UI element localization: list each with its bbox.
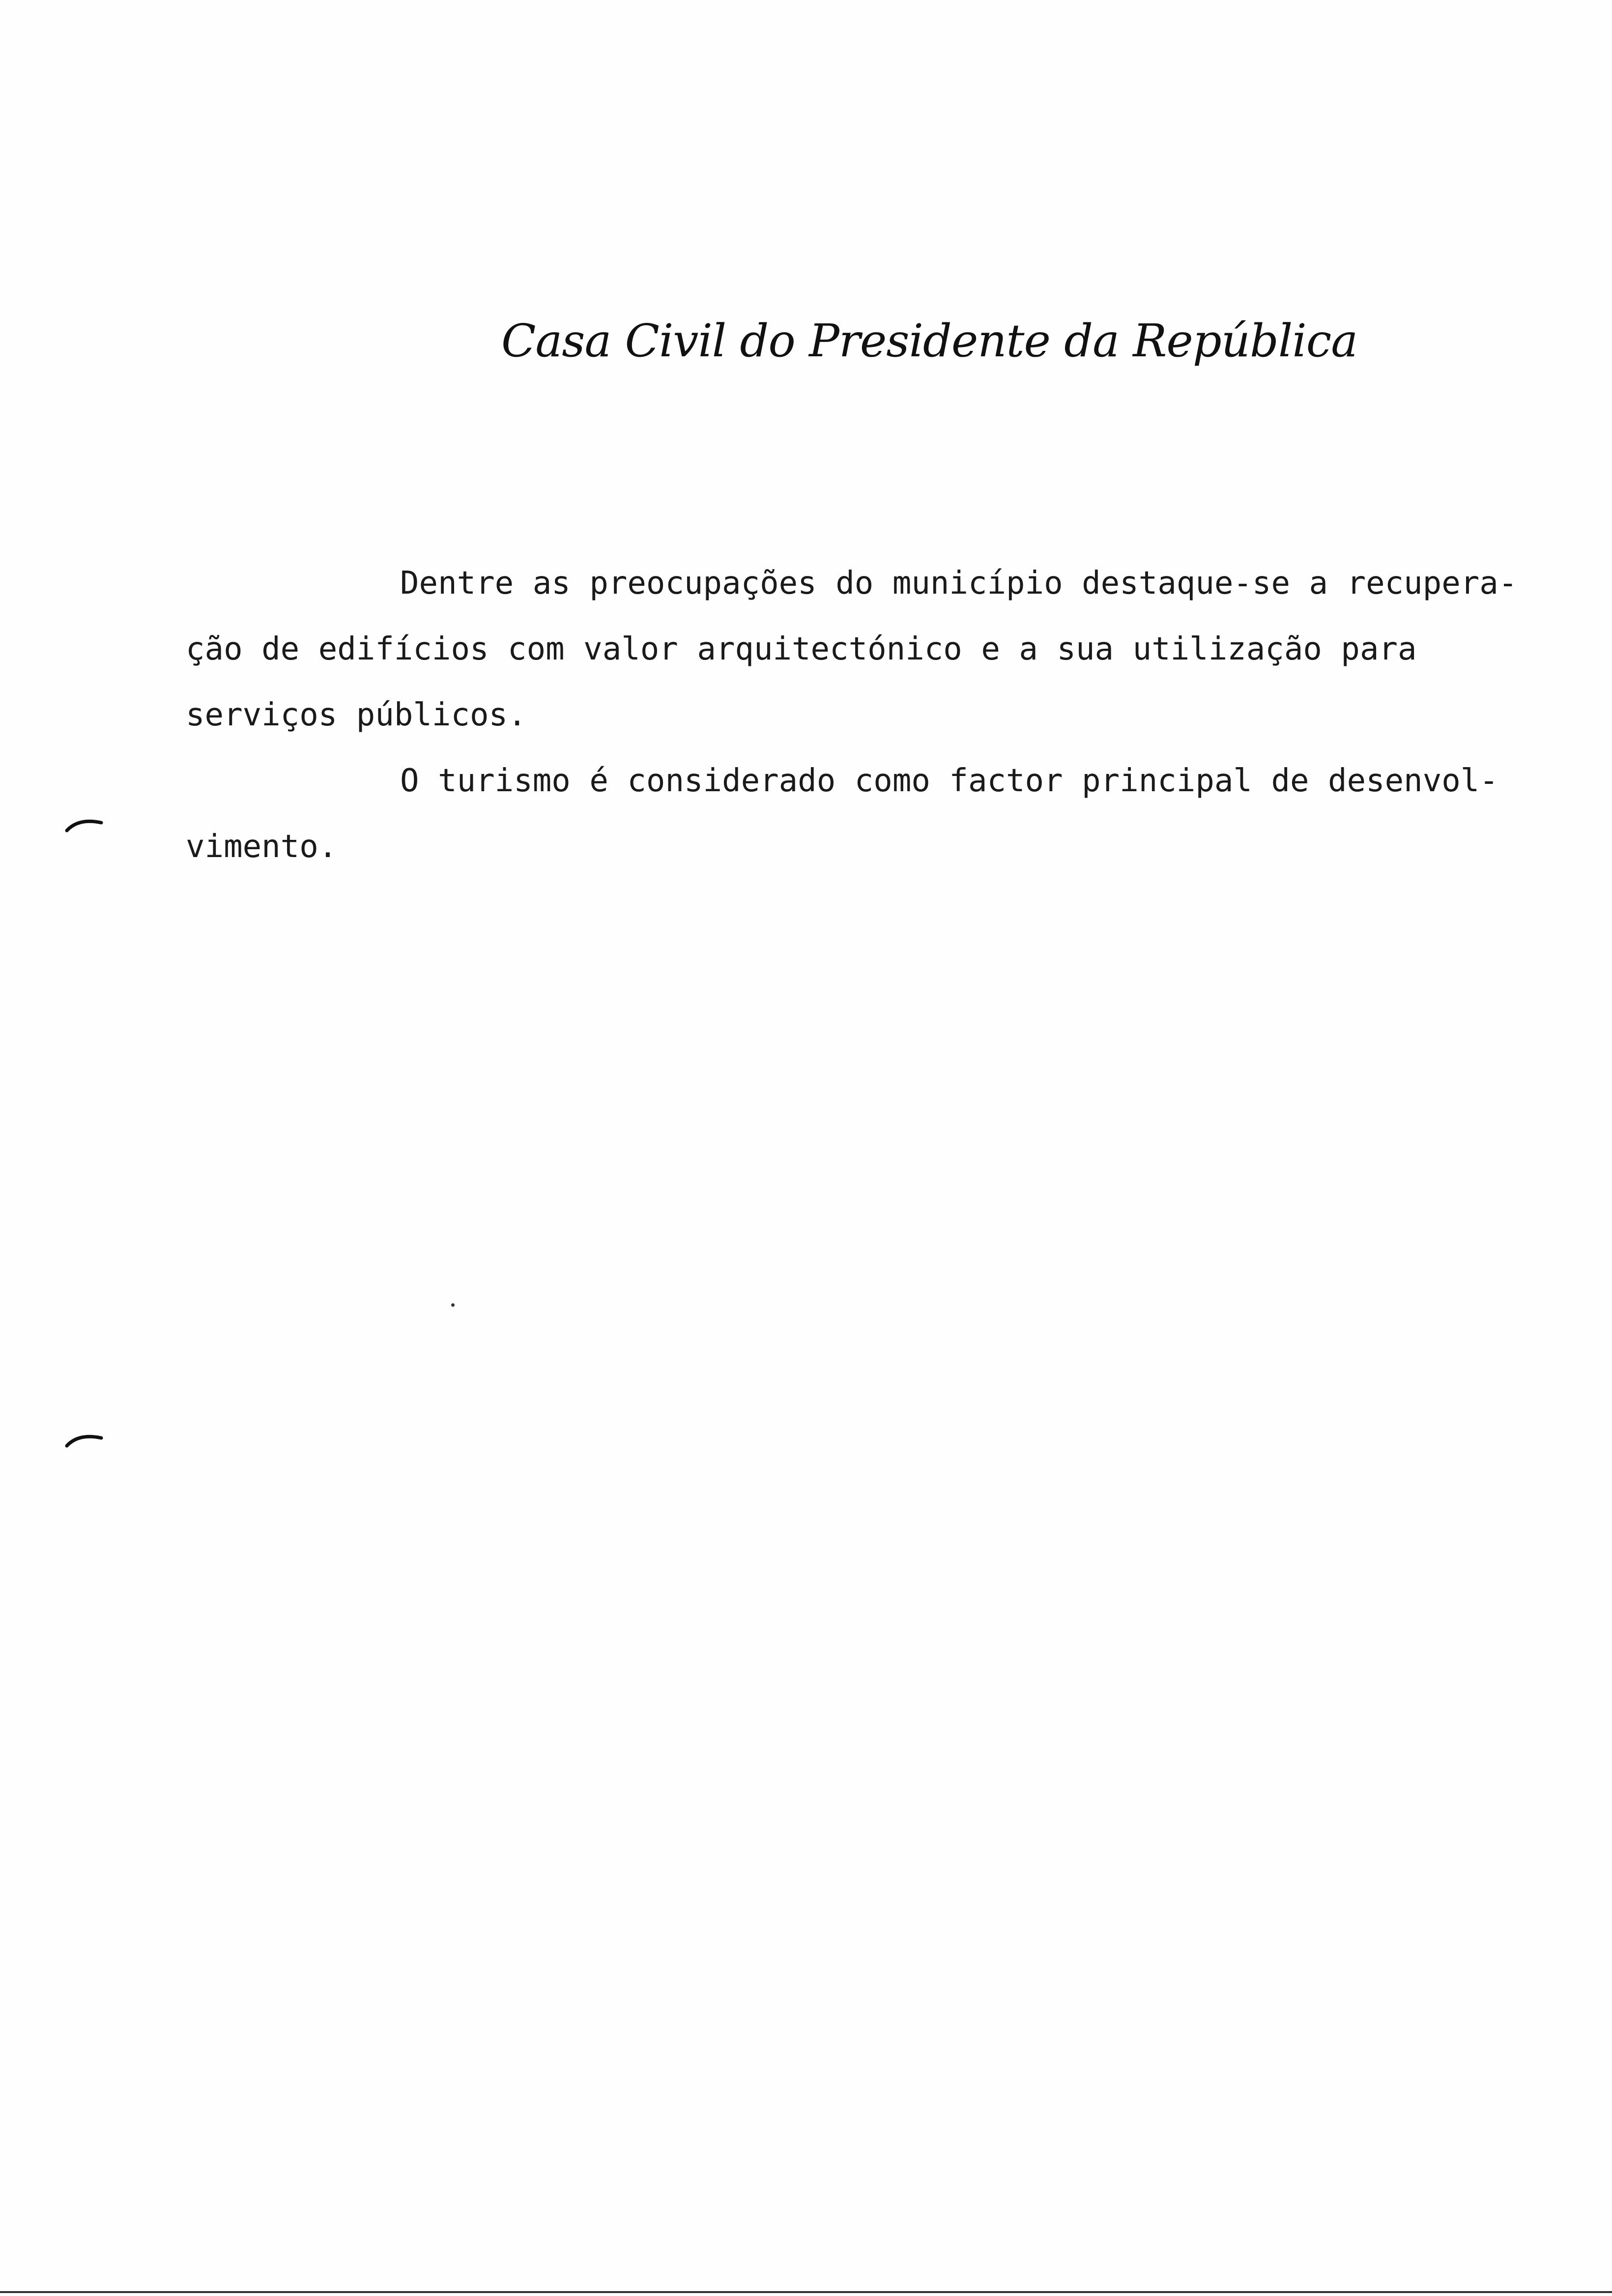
scan-edge-line — [0, 2291, 1612, 2293]
ink-speck — [451, 1303, 455, 1307]
paragraph-1-line-3: serviços públicos. — [186, 697, 527, 733]
paragraph-2-line-1: O turismo é considerado como factor principal de desenvol- — [400, 763, 1498, 799]
punch-hole-mark-top — [64, 816, 103, 835]
paragraph-1-line-2: ção de edifícios com valor arquitectónico e a sua utilização para — [186, 631, 1417, 667]
document-body — [186, 550, 1562, 880]
paragraph-2-line-2: vimento. — [186, 829, 338, 865]
punch-hole-mark-bottom — [64, 1430, 103, 1450]
paragraph-1-line-1: Dentre as preocupações do município destaque-se a recupera- — [400, 565, 1518, 602]
letterhead-title: Casa Civil do Presidente da República — [501, 315, 1358, 367]
